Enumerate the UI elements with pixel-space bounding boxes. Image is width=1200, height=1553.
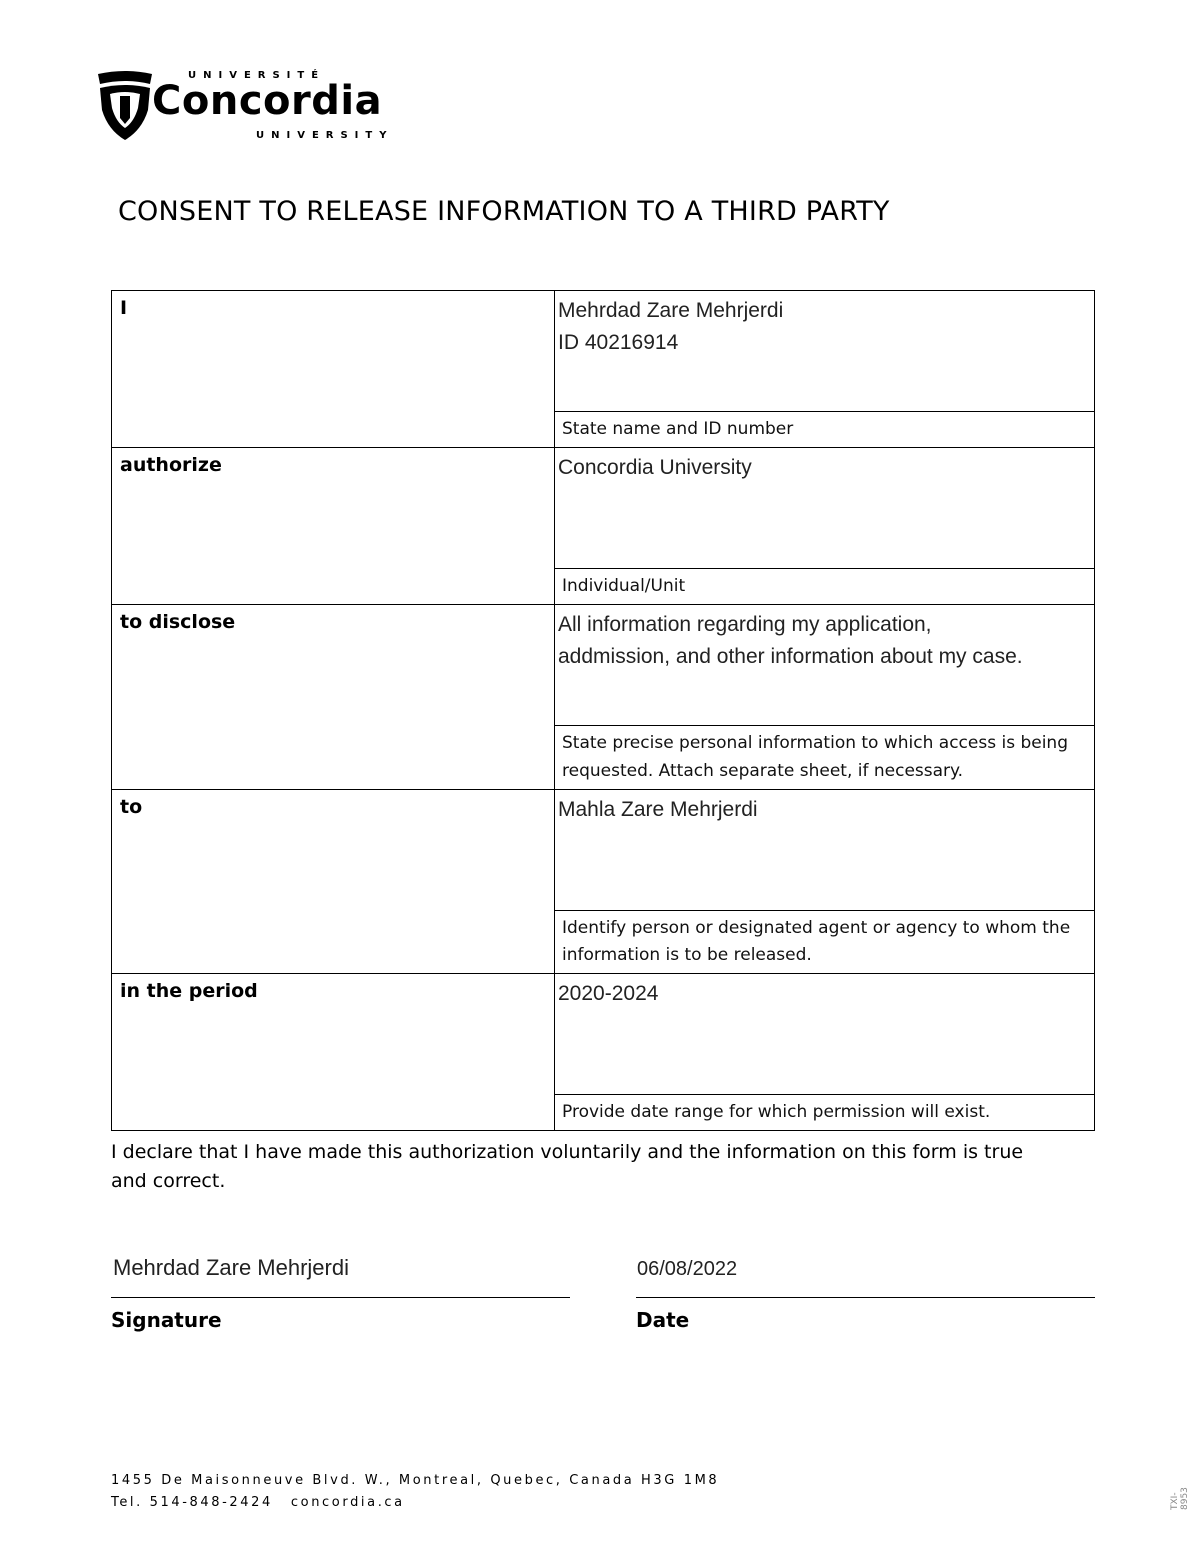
field-line: Mehrdad Zare Mehrjerdi	[558, 299, 784, 322]
row-label: I	[112, 291, 555, 448]
footer-contact	[111, 1492, 719, 1514]
form-row-i	[112, 291, 1095, 412]
logo-wordmark: Concordia	[152, 78, 383, 124]
field-hint: Identify person or designated agent or agency to whom the information is to be released.	[555, 910, 1095, 973]
signature-label: Signature	[111, 1308, 222, 1332]
row-label: authorize	[112, 448, 555, 605]
date-line	[636, 1297, 1095, 1298]
footer-address: 1455 De Maisonneuve Blvd. W., Montreal, Quebec, Canada H3G 1M8	[111, 1473, 720, 1488]
field-hint: State precise personal information to which access is being requested. Attach separate sheet, if necessary.	[555, 726, 1095, 789]
field-hint: State name and ID number	[555, 412, 1095, 448]
date-label: Date	[636, 1308, 690, 1332]
field-hint: Individual/Unit	[555, 569, 1095, 605]
concordia-logo	[96, 68, 406, 146]
name-id-field[interactable]	[555, 291, 1095, 412]
signature-line	[111, 1297, 570, 1298]
form-code: TXI-8953	[1170, 1487, 1190, 1510]
logo-universite: UNIVERSITÉ	[188, 70, 326, 81]
page-title: CONSENT TO RELEASE INFORMATION TO A THIRD PARTY	[118, 196, 890, 227]
declaration-text: I declare that I have made this authorization voluntarily and the information on this form is true and correct.	[111, 1141, 1024, 1192]
field-line: Mahla Zare Mehrjerdi	[558, 797, 758, 821]
authorize-field[interactable]	[555, 448, 1095, 569]
row-label: to disclose	[112, 605, 555, 789]
field-line: 2020-2024	[558, 982, 659, 1006]
form-row-period	[112, 974, 1095, 1095]
logo-university: UNIVERSITY	[256, 130, 394, 141]
signature-field[interactable]: Mehrdad Zare Mehrjerdi	[113, 1255, 349, 1280]
row-label: in the period	[112, 974, 555, 1131]
field-line: addmission, and other information about my case.	[558, 644, 1023, 668]
concordia-shield-icon	[96, 70, 154, 142]
footer-tel: Tel. 514-848-2424	[111, 1495, 273, 1510]
field-line: ID 40216914	[558, 330, 679, 354]
footer	[111, 1470, 719, 1514]
row-label: to	[112, 789, 555, 973]
footer-website[interactable]: concordia.ca	[290, 1495, 405, 1510]
period-field[interactable]	[555, 974, 1095, 1095]
field-line: Concordia University	[558, 456, 752, 480]
recipient-field[interactable]	[555, 789, 1095, 910]
form-row-disclose	[112, 605, 1095, 726]
disclose-field[interactable]	[555, 605, 1095, 726]
field-hint: Provide date range for which permission will exist.	[555, 1095, 1095, 1131]
field-line: All information regarding my application,	[558, 613, 932, 637]
date-field[interactable]: 06/08/2022	[637, 1258, 738, 1280]
consent-form-table	[111, 290, 1095, 1131]
form-row-authorize	[112, 448, 1095, 569]
form-row-to	[112, 789, 1095, 910]
